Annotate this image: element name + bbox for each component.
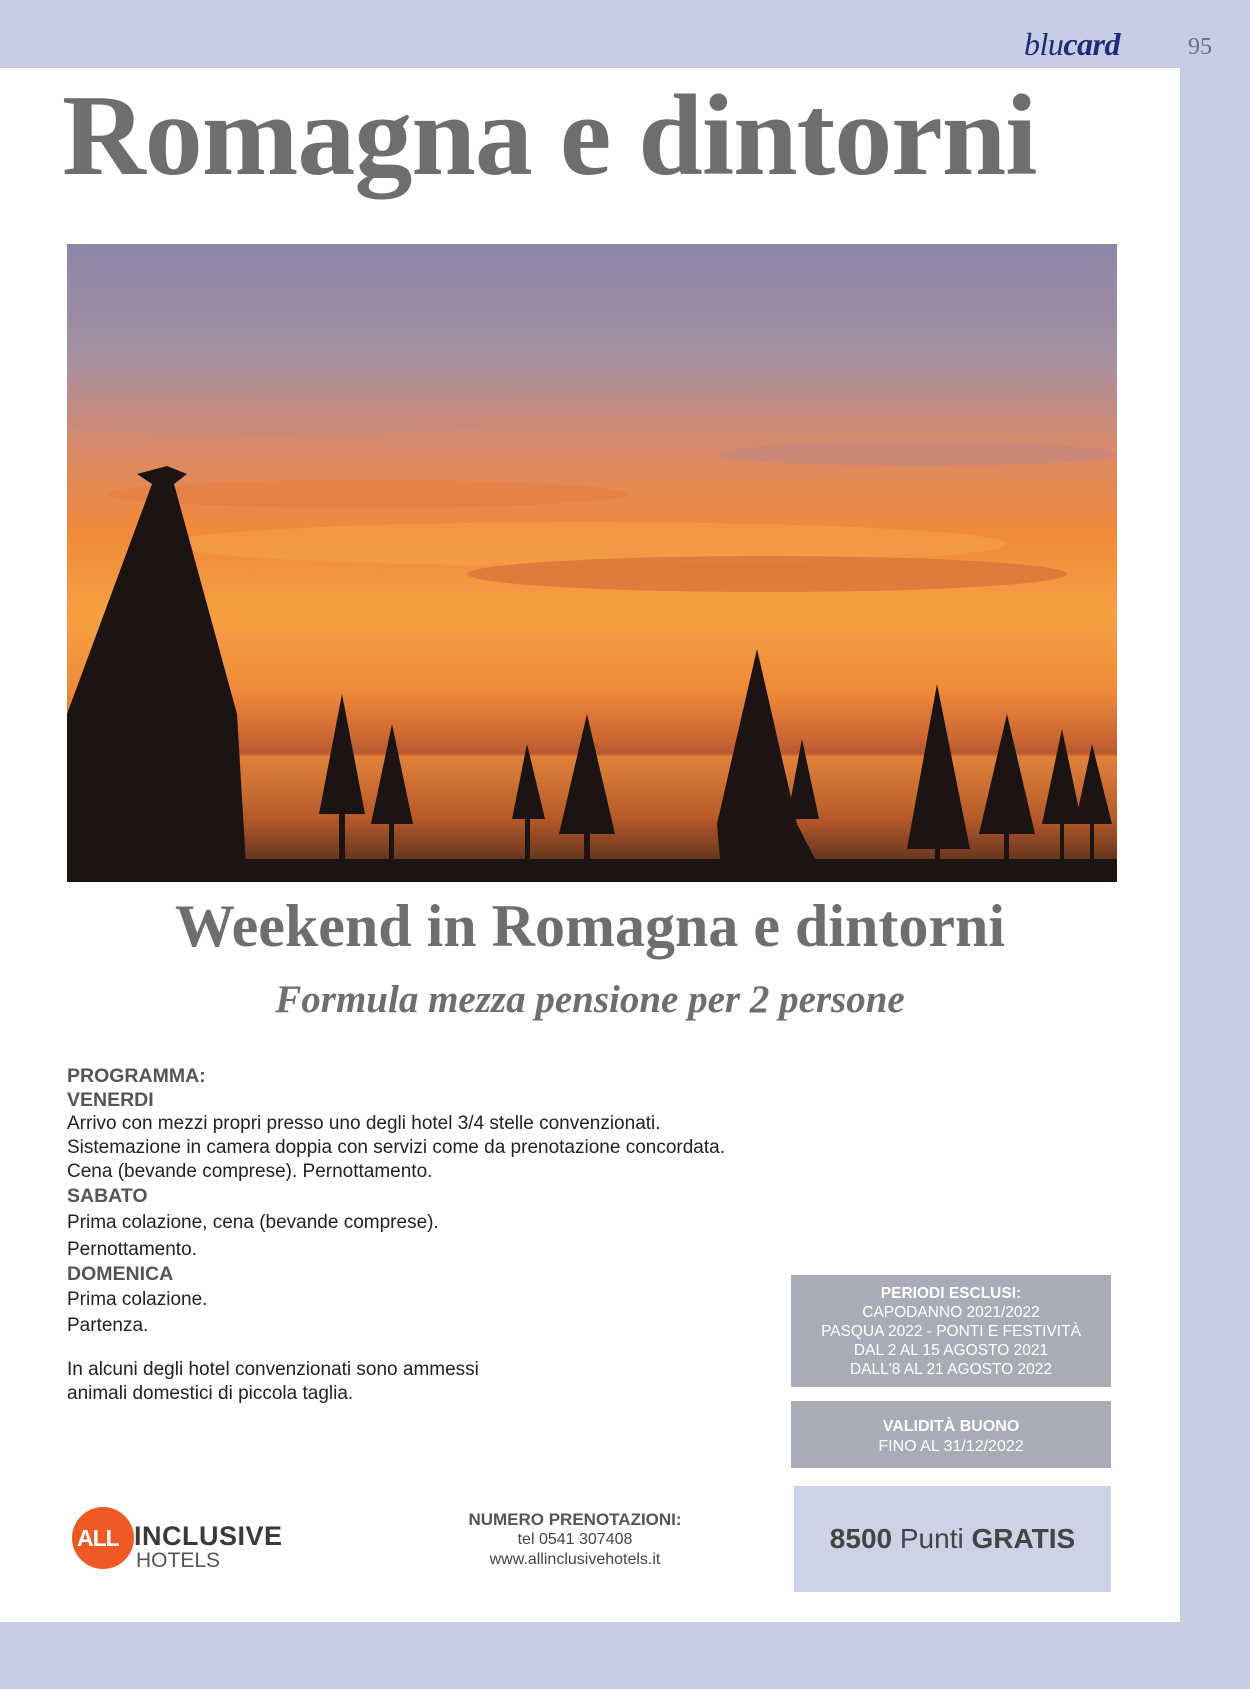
logo-circle-text: ALL (77, 1525, 119, 1551)
booking-heading: NUMERO PRENOTAZIONI: (468, 1510, 682, 1529)
program-line: Prima colazione, cena (bevande comprese). (67, 1212, 439, 1233)
program-note: In alcuni degli hotel convenzionati sono ammessi (67, 1359, 479, 1380)
booking-phone: tel 0541 307408 (517, 1531, 633, 1548)
program-line: Sistemazione in camera doppia con servizi come da prenotazione concordata. (67, 1137, 725, 1158)
page-title: Romagna e dintorni (62, 72, 1037, 200)
excluded-heading: PERIODI ESCLUSI: (880, 1285, 1022, 1302)
points-label: GRATIS (971, 1523, 1076, 1554)
points-amount: 8500 (829, 1523, 893, 1554)
booking-info (420, 1510, 730, 1570)
offer-formula: Formula mezza pensione per 2 persone (275, 978, 905, 1021)
page-number: 95 (1188, 34, 1212, 60)
validity-heading: VALIDITÀ BUONO (882, 1418, 1020, 1435)
points-box (794, 1486, 1111, 1592)
points-unit: Punti (899, 1523, 964, 1554)
program-heading: PROGRAMMA: (67, 1065, 206, 1087)
excluded-line: CAPODANNO 2021/2022 (862, 1304, 1040, 1321)
excluded-line: PASQUA 2022 - PONTI E FESTIVITÀ (821, 1323, 1081, 1340)
sunset-photo (67, 244, 1117, 882)
program-day: VENERDI (67, 1089, 154, 1111)
all-inclusive-hotels-logo (72, 1505, 302, 1575)
excluded-line: DAL 2 AL 15 AGOSTO 2021 (853, 1342, 1049, 1359)
excluded-periods-box (791, 1275, 1111, 1387)
program-day: DOMENICA (67, 1263, 174, 1285)
validity-text: FINO AL 31/12/2022 (878, 1438, 1024, 1455)
program-line: Partenza. (67, 1315, 149, 1336)
offer-title: Weekend in Romagna e dintorni (174, 893, 1006, 959)
validity-box (791, 1401, 1111, 1468)
program-note: animali domestici di piccola taglia. (67, 1383, 354, 1404)
logo-sub: HOTELS (136, 1549, 221, 1572)
booking-website: www.allinclusivehotels.it (489, 1551, 661, 1568)
excluded-line: DALL'8 AL 21 AGOSTO 2022 (849, 1361, 1052, 1378)
program-line: Arrivo con mezzi propri presso uno degli hotel 3/4 stelle convenzionati. (67, 1113, 661, 1134)
program-line: Prima colazione. (67, 1289, 208, 1310)
program-line: Cena (bevande comprese). Pernottamento. (67, 1161, 433, 1182)
logo-word: INCLUSIVE (134, 1521, 283, 1551)
program-section (67, 1064, 787, 1406)
program-day: SABATO (67, 1185, 148, 1207)
blucard-logo: blucard (1023, 26, 1120, 62)
program-line: Pernottamento. (67, 1239, 197, 1260)
